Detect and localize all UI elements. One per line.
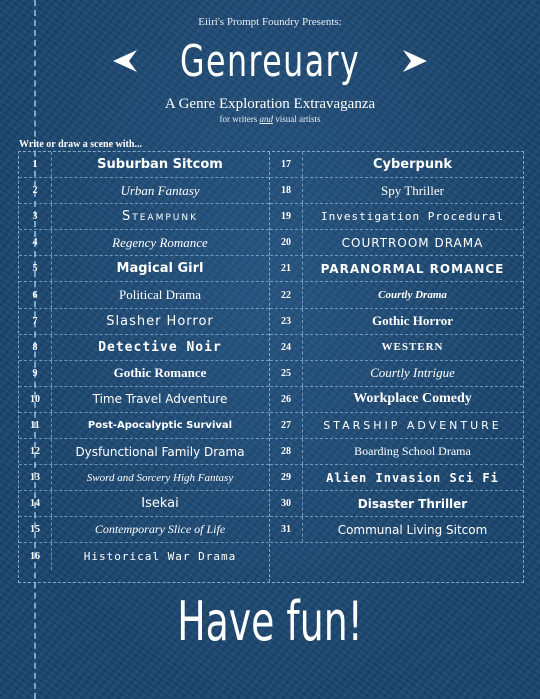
- genre-row: [270, 465, 523, 491]
- genre-name: Courtly Drama: [378, 289, 447, 302]
- genre-name: Gothic Romance: [113, 365, 207, 381]
- genre-row: [270, 256, 523, 282]
- genre-name: Communal Living Sitcom: [337, 522, 488, 537]
- genre-name: Boarding School Drama: [354, 444, 471, 459]
- day-number: 17: [270, 152, 303, 177]
- genre-name: Post-Apocalyptic Survival: [87, 419, 233, 431]
- day-number: 28: [270, 439, 303, 464]
- day-number: 22: [270, 282, 303, 307]
- audience-prefix: for writers: [219, 114, 258, 124]
- genre-row: [270, 517, 523, 543]
- audience-and: and: [259, 114, 273, 124]
- genre-row: [19, 491, 269, 517]
- right-star-ornament-icon: [401, 47, 429, 75]
- genre-row: [270, 178, 523, 204]
- genre-name: Time Travel Adventure: [92, 392, 228, 407]
- left-star-ornament-icon: [111, 47, 139, 75]
- intro-text: Write or draw a scene with...: [19, 139, 142, 150]
- genre-name: Workplace Comedy: [353, 391, 472, 407]
- day-number: 11: [19, 413, 52, 438]
- genre-row: [19, 361, 269, 387]
- day-number: 19: [270, 204, 303, 229]
- day-number: 3: [19, 204, 52, 229]
- genre-row: [270, 335, 523, 361]
- day-number: 6: [19, 282, 52, 307]
- day-number: 12: [19, 439, 52, 464]
- genre-row: [19, 230, 269, 256]
- day-number: 30: [270, 491, 303, 516]
- subtitle: A Genre Exploration Extravaganza: [164, 96, 376, 112]
- genre-name: Alien Invasion Sci Fi: [326, 470, 499, 485]
- day-number: 31: [270, 517, 303, 542]
- audience-line: [0, 114, 540, 124]
- genre-name: Dysfunctional Family Drama: [75, 444, 245, 459]
- genre-name: Urban Fantasy: [120, 182, 200, 198]
- genre-row: [270, 230, 523, 256]
- genre-row: [19, 543, 269, 569]
- genre-name: Gothic Horror: [372, 313, 453, 329]
- day-number: 23: [270, 309, 303, 334]
- day-number: 2: [19, 178, 52, 203]
- day-number: 20: [270, 230, 303, 255]
- genre-name: Cyberpunk: [372, 157, 452, 173]
- day-number: 15: [19, 517, 52, 542]
- genre-row: [19, 465, 269, 491]
- genre-row: [270, 491, 523, 517]
- day-number: 24: [270, 335, 303, 360]
- title-banner: [0, 30, 540, 92]
- genre-name: Detective Noir: [98, 339, 222, 355]
- day-number: 21: [270, 256, 303, 281]
- genre-name: Investigation Procedural: [321, 210, 504, 224]
- day-number: 29: [270, 465, 303, 490]
- day-number: 7: [19, 309, 52, 334]
- day-number: 13: [19, 465, 52, 490]
- genre-name: Suburban Sitcom: [97, 157, 223, 173]
- genre-name: COURTROOM DRAMA: [341, 235, 484, 250]
- genre-name: Magical Girl: [116, 261, 204, 277]
- day-number: 8: [19, 335, 52, 360]
- genre-row: [270, 361, 523, 387]
- genre-row: [19, 517, 269, 543]
- genre-name: Regency Romance: [112, 234, 208, 250]
- genre-table: [18, 151, 524, 583]
- genre-name: Isekai: [141, 496, 179, 512]
- genre-name: Spy Thriller: [381, 182, 444, 198]
- genre-name: Political Drama: [119, 287, 201, 303]
- day-number: 10: [19, 387, 52, 412]
- genre-row: [19, 309, 269, 335]
- page-title: Genreuary: [179, 35, 361, 87]
- genre-name: Contemporary Slice of Life: [94, 522, 226, 537]
- genre-row: [270, 439, 523, 465]
- genre-name: Disaster Thriller: [357, 496, 468, 511]
- left-column: [19, 152, 269, 570]
- closing-message: Have fun!: [177, 590, 363, 653]
- genre-row: [19, 204, 269, 230]
- genre-row: [19, 178, 269, 204]
- genre-name: Sword and Sorcery High Fantasy: [86, 471, 234, 484]
- day-number: 14: [19, 491, 52, 516]
- genre-name: PARANORMAL ROMANCE: [320, 261, 505, 276]
- day-number: 26: [270, 387, 303, 412]
- genre-name: WESTERN: [381, 341, 444, 354]
- presenter-line: Eiiri's Prompt Foundry Presents:: [198, 16, 342, 28]
- genre-row: [19, 439, 269, 465]
- genre-row: [19, 256, 269, 282]
- genre-row: [270, 204, 523, 230]
- day-number: 4: [19, 230, 52, 255]
- day-number: 27: [270, 413, 303, 438]
- genre-row: [270, 309, 523, 335]
- genre-name: Historical War Drama: [83, 549, 237, 563]
- genre-row: [270, 152, 523, 178]
- day-number: 5: [19, 256, 52, 281]
- genre-name: STARSHIP ADVENTURE: [323, 418, 502, 432]
- genre-name: Courtly Intrigue: [370, 365, 455, 381]
- genre-row: [19, 335, 269, 361]
- audience-suffix: visual artists: [275, 114, 321, 124]
- genre-row: [270, 282, 523, 308]
- genre-row: [270, 413, 523, 439]
- day-number: 1: [19, 152, 52, 177]
- genre-row: [19, 282, 269, 308]
- genre-row: [19, 413, 269, 439]
- genre-row: [270, 387, 523, 413]
- day-number: 18: [270, 178, 303, 203]
- genre-name: Slasher Horror: [106, 313, 214, 329]
- genre-name: Steampunk: [121, 209, 198, 225]
- day-number: 16: [19, 543, 52, 569]
- genre-row: [19, 152, 269, 178]
- right-column: [270, 152, 523, 543]
- day-number: 25: [270, 361, 303, 386]
- day-number: 9: [19, 361, 52, 386]
- genre-row: [19, 387, 269, 413]
